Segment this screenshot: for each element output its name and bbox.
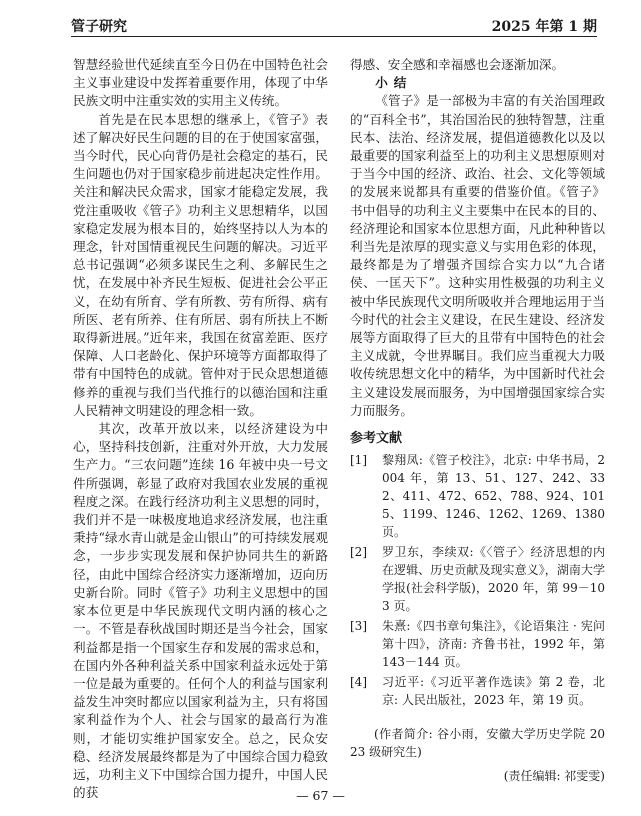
journal-name: 管子研究	[71, 19, 127, 35]
reference-number: [4]	[350, 675, 367, 690]
page-number: — 67 —	[296, 788, 345, 803]
reference-item	[350, 617, 605, 671]
reference-item	[350, 673, 605, 709]
reference-text: 黎翔凤:《管子校注》，北京: 中华书局，2004 年，第 13、51、127、242、332、411、472、652、788、924、1015、1199、1246、1262、1269、1380 页。	[382, 453, 605, 540]
left-column	[73, 56, 328, 802]
reference-item	[350, 451, 605, 541]
references-heading: 参考文献	[350, 431, 403, 447]
right-column	[350, 56, 605, 785]
section-heading: 小结	[375, 75, 413, 91]
reference-text: 朱熹:《四书章句集注》，《论语集注 · 宪问第十四》，济南: 齐鲁书社，1992 年，第 143－144 页。	[382, 619, 605, 670]
reference-number: [2]	[350, 545, 367, 560]
reference-item	[350, 543, 605, 615]
running-header	[71, 14, 597, 37]
author-bio: (作者简介: 谷小雨，安徽大学历史学院 2023 级研究生)	[350, 727, 605, 760]
reference-text: 习近平:《习近平著作选读》第 2 卷，北京: 人民出版社，2023 年，第 19 页。	[382, 675, 605, 708]
reference-number: [1]	[350, 453, 367, 468]
paragraph: 得感、安全感和幸福感也会逐渐加深。	[350, 57, 565, 72]
reference-text: 罗卫东，李续双:《〈管子〉经济思想的内在逻辑、历史贡献及现实意义》，湖南大学学报(社会科学版)，2020 年，第 99－103 页。	[382, 545, 605, 614]
paragraph: 智慧经验世代延续直至今日仍在中国特色社会主义事业建设中发挥着重要作用，体现了中华民族文明中注重实效的实用主义传统。	[73, 57, 328, 109]
issue-label: 2025 年第 1 期	[491, 19, 597, 35]
reference-number: [3]	[350, 619, 367, 634]
paragraph: 首先是在民本思想的继承上，《管子》表述了解决好民生问题的目的在于使国家富强，当今时代，民心向背仍是社会稳定的基石，民生问题也仍对于国家稳步前进起决定性作用。关注和解决民众需求，国家才能稳定发展，我党注重吸收《管子》功利主义思想精华，以国家稳定发展为根本目的，始终坚持以人为本的理念，针对国情重视民生问题的解决。习近平总书记强调“必须多谋民生之利、多解民生之忧，在发展中补齐民生短板、促进社会公平正义，在幼有所育、学有所教、劳有所得、病有所医、老有所养、住有所居、弱有所扶上不断取得新进展。”近年来，我国在贫富差距、医疗保障、人口老龄化、保护环境等方面都取得了带有中国特色的成就。管仲对于民众思想道德修养的重视与我们当代推行的以德治国和注重人民精神文明建设的理念相一致。	[73, 111, 328, 418]
paragraph: 《管子》是一部极为丰富的有关治国理政的“百科全书”，其治国治民的独特智慧，注重民本、法治、经济发展，提倡道德教化以及以最重要的国家利益至上的功利主义思想原则对于当今中国的经济、政治、社会、文化等领域的发展来说都具有重要的借鉴价值。《管子》书中倡导的功利主义主要集中在民本的目的、经济理论和国家本位思想方面，凡此种种皆以利当先是浓厚的现实意义与实用色彩的体现，最终都是为了增强齐国综合实力以“九合诸侯、一匡天下”。这种实用性极强的功利主义被中华民族现代文明所吸收并合理地运用于当今时代的社会主义建设，在民生建设、经济发展等方面取得了巨大的且带有中国特色的社会主义成就，令世界瞩目。我们应当重视大力吸收传统思想文化中的精华，为中国新时代社会主义建设发展而服务，为中国增强国家综合实力而服务。	[350, 93, 605, 418]
editor-credit: (责任编辑: 祁雯雯)	[503, 769, 605, 784]
paragraph: 其次，改革开放以来，以经济建设为中心，坚持科技创新，注重对外开放，大力发展生产力。“三农问题”连续 16 年被中央一号文件所强调，彰显了政府对我国农业发展的重视程度之深。在践行经济功利主义思想的同时，我们并不是一味极度地追求经济发展，也注重秉持“绿水青山就是金山银山”的可持续发展观念，一步步实现发展和保护协同共生的新路径，由此中国综合经济实力逐渐增加，迈向历史新台阶。同时《管子》功利主义思想中的国家本位更是中华民族现代文明内涵的核心之一。不管是春秋战国时期还是当今社会，国家利益都是指一个国家生存和发展的需求总和，在国内外各种利益关系中国家利益永远处于第一位是最为重要的。任何个人的利益与国家利益发生冲突时都应以国家利益为主，只有将国家利益作为个人、社会与国家的最高行为准则，才能切实维护国家安全。总之，民众安稳、经济发展最终都是为了中国综合国力稳致远，功利主义下中国综合国力提升，中国人民的获	[73, 421, 328, 801]
